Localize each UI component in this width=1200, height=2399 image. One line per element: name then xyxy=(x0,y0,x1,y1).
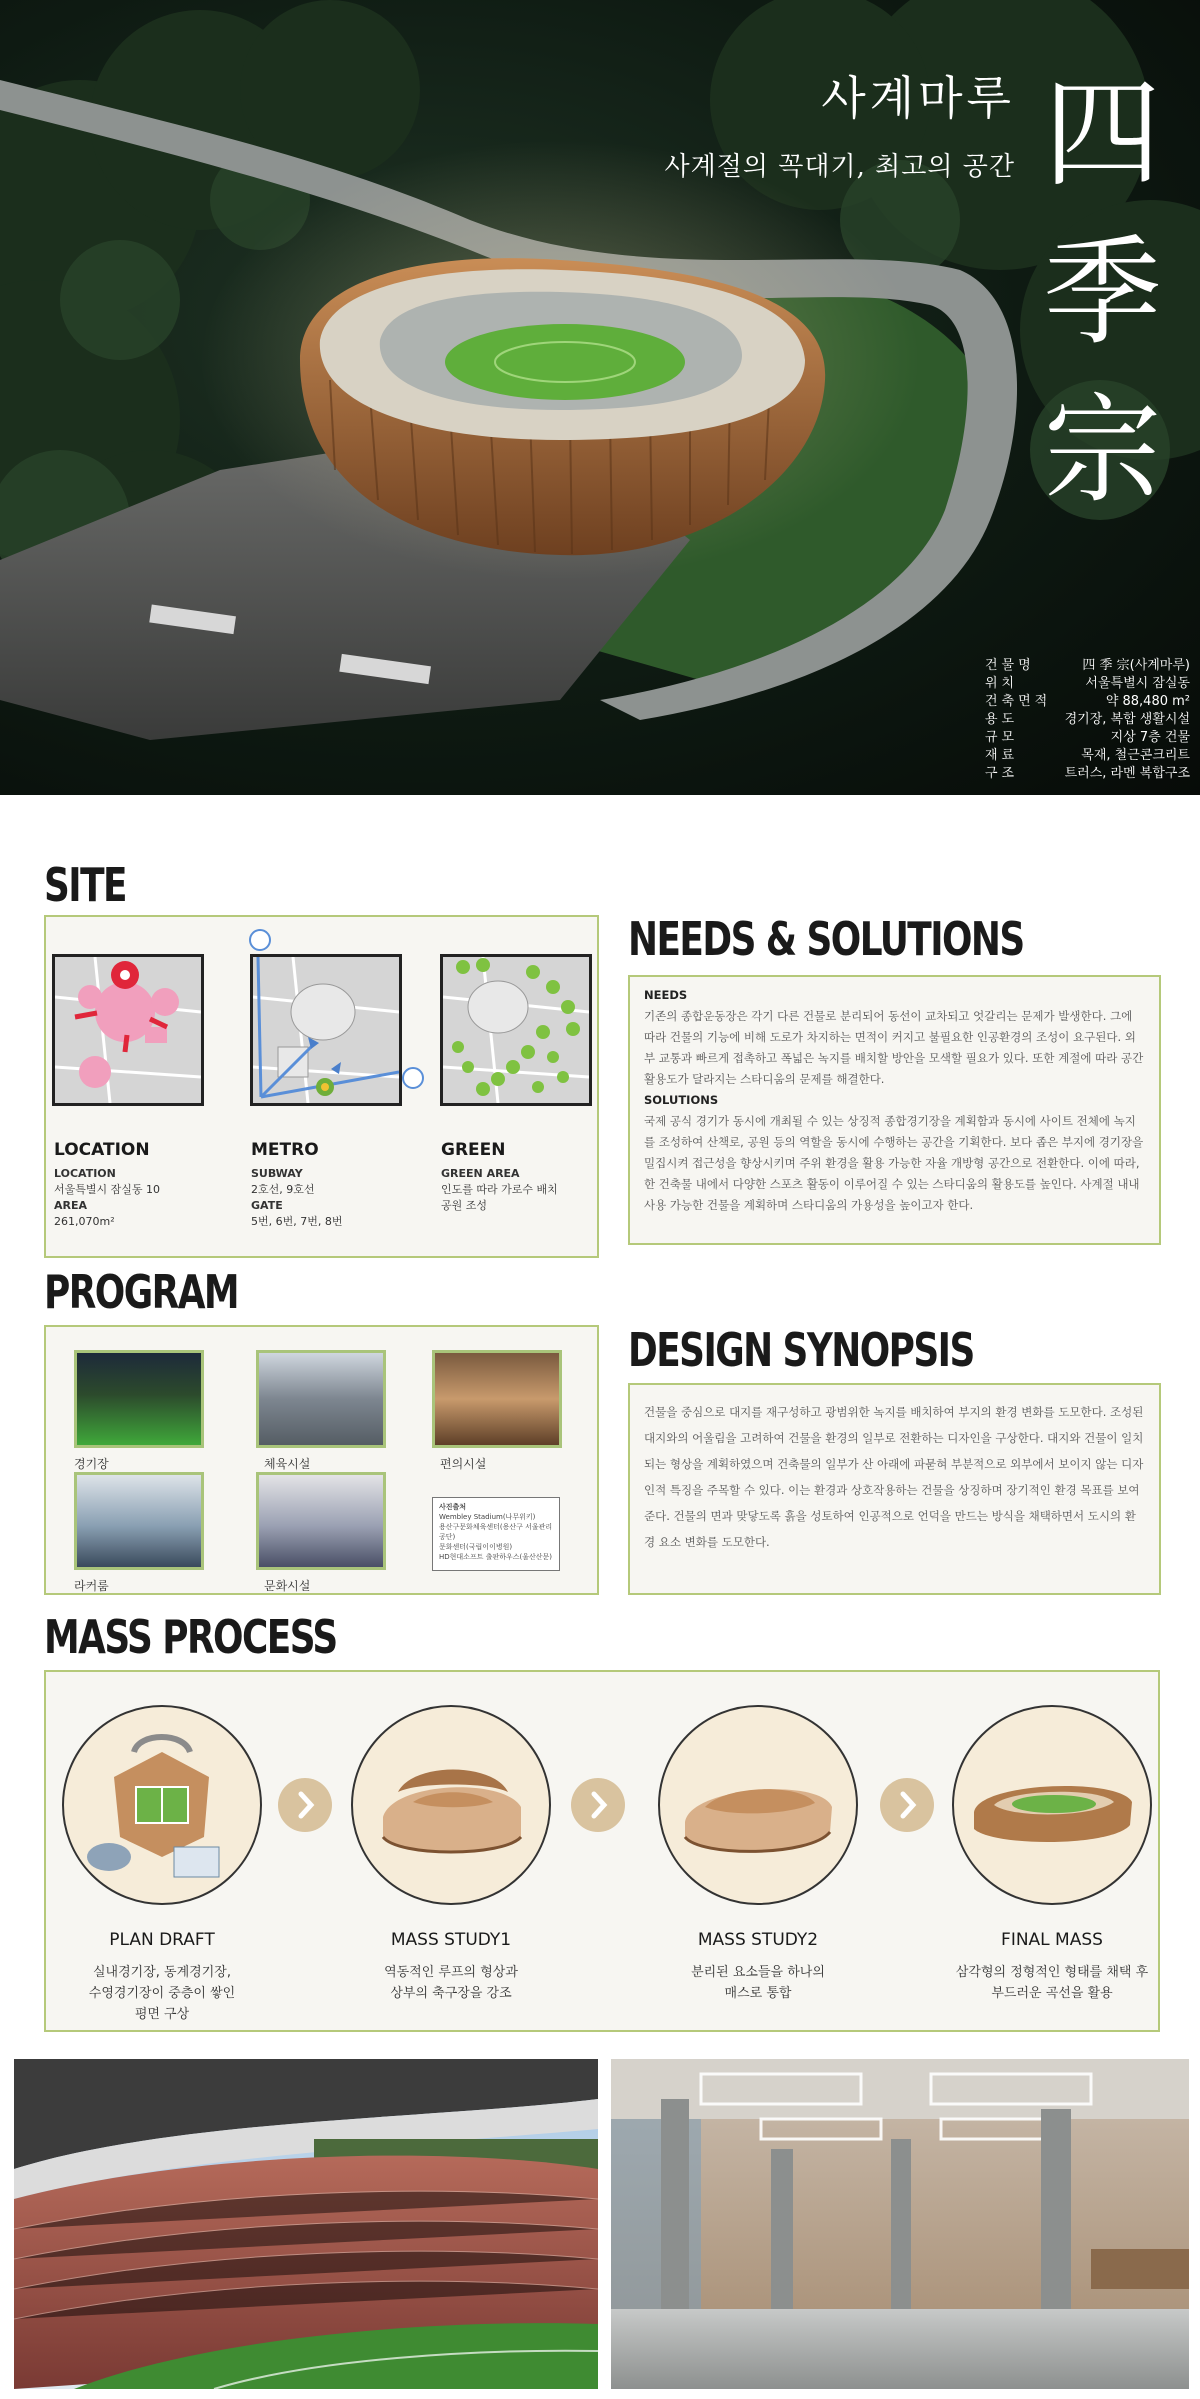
program-caption: 경기장 xyxy=(74,1457,109,1471)
metro-caption xyxy=(251,1142,342,1230)
plan-draft-illustration xyxy=(62,1705,262,1905)
info-key: 건물명 xyxy=(985,658,1035,673)
step-heading: FINAL MASS xyxy=(1001,1930,1103,1950)
info-key: 재료 xyxy=(985,748,1019,763)
info-row xyxy=(985,693,1190,711)
synopsis-heading: DESIGN SYNOPSIS xyxy=(628,1323,974,1377)
next-arrow-icon xyxy=(880,1778,934,1832)
area-value: 261,070m² xyxy=(54,1215,115,1228)
site-panel xyxy=(44,915,599,1258)
hero-rendering xyxy=(0,0,1200,795)
hanja-char: 季 xyxy=(1043,223,1162,361)
gym-photo xyxy=(256,1350,386,1448)
hanja-char: 宗 xyxy=(1043,381,1162,519)
solutions-text: 국제 공식 경기가 동시에 개최될 수 있는 상징적 종합경기장을 계획함과 동시에 사이트 전체에 녹지를 조성하여 산책로, 공원 등의 역할을 동시에 수행하는 공간을 기획한다. 보다 좁은 부지에 경기장을 밀집시켜 접근성을 향상시키며 주위 환경을 활용 가능한 자율 개방형 공간으로 전환한다. 이에 따라, 한 건축물 내에서 다양한 스포츠 활동이 이루어질 수 있는 스타디움의 활용도를 높인다. 사계절 내내 사용 가능한 건물을 계획하며 스타디움의 가용성을 높이고자 한다. xyxy=(644,1114,1144,1212)
green-value-2: 공원 조성 xyxy=(441,1199,488,1212)
needs-heading: NEEDS & SOLUTIONS xyxy=(628,912,1024,966)
area-label: AREA xyxy=(54,1199,88,1212)
credit-line: Wembley Stadium(나무위키) xyxy=(439,1513,536,1521)
info-key: 구조 xyxy=(985,766,1019,781)
gate-label: GATE xyxy=(251,1199,283,1212)
photo-credit xyxy=(432,1497,560,1571)
locker-room-photo xyxy=(74,1472,204,1570)
green-area-label: GREEN AREA xyxy=(441,1167,520,1180)
info-value: 서울특별시 잠실동 xyxy=(1085,676,1190,691)
step-heading: MASS STUDY2 xyxy=(697,1930,819,1950)
train-icon xyxy=(402,1067,424,1089)
step-description: 분리된 요소들을 하나의 매스로 통합 xyxy=(691,1965,825,2001)
info-value: 약 88,480 m² xyxy=(1105,694,1190,709)
hero-hanja-title xyxy=(1035,55,1170,529)
next-arrow-icon xyxy=(278,1778,332,1832)
hero-title-block xyxy=(665,62,1015,183)
location-map xyxy=(52,954,204,1106)
info-row xyxy=(985,675,1190,693)
culture-photo xyxy=(256,1472,386,1570)
subway-label: SUBWAY xyxy=(251,1167,303,1180)
gate-value: 5번, 6번, 7번, 8번 xyxy=(251,1215,343,1228)
info-value: 지상 7층 건물 xyxy=(1110,730,1190,745)
synopsis-panel xyxy=(628,1383,1161,1595)
amenity-photo xyxy=(432,1350,562,1448)
info-row xyxy=(985,711,1190,729)
program-caption: 체육시설 xyxy=(264,1457,311,1471)
credit-line: 용산구문화체육센터(용산구 서울관리공단) xyxy=(439,1523,553,1541)
metro-heading: METRO xyxy=(251,1140,319,1160)
stadium-photo xyxy=(74,1350,204,1448)
info-row xyxy=(985,657,1190,675)
mass-study2-illustration xyxy=(658,1705,858,1905)
info-value: 트러스, 라멘 복합구조 xyxy=(1064,766,1190,781)
location-heading: LOCATION xyxy=(54,1140,150,1160)
step-heading: MASS STUDY1 xyxy=(390,1930,512,1950)
lobby-interior-rendering xyxy=(611,2059,1189,2389)
green-heading: GREEN xyxy=(441,1140,506,1160)
info-key: 건축면적 xyxy=(985,694,1052,709)
subway-value: 2호선, 9호선 xyxy=(251,1183,315,1196)
info-value: 四 季 宗(사계마루) xyxy=(1082,658,1190,673)
solutions-label: SOLUTIONS xyxy=(644,1093,719,1107)
metro-map xyxy=(250,954,402,1106)
mass-heading: MASS PROCESS xyxy=(44,1610,337,1664)
step-description: 삼각형의 정형적인 형태를 채택 후 부드러운 곡선을 활용 xyxy=(955,1965,1149,2001)
green-caption xyxy=(441,1142,558,1214)
program-caption: 문화시설 xyxy=(264,1579,311,1593)
info-key: 용도 xyxy=(985,712,1019,727)
next-arrow-icon xyxy=(571,1778,625,1832)
program-panel xyxy=(44,1325,599,1595)
mass-panel xyxy=(44,1670,1160,2032)
bus-icon xyxy=(249,929,271,951)
building-info-table xyxy=(985,657,1190,783)
info-key: 규모 xyxy=(985,730,1019,745)
credit-line: 문화센터(국립이이병원) xyxy=(439,1543,513,1551)
info-key: 위치 xyxy=(985,676,1019,691)
info-row xyxy=(985,765,1190,783)
credit-line: HD현대소프트 출판하우스(울산산문) xyxy=(439,1553,553,1561)
info-row xyxy=(985,729,1190,747)
step-description: 실내경기장, 동계경기장, 수영경기장이 중층이 쌓인 평면 구상 xyxy=(88,1965,236,2022)
program-caption: 편의시설 xyxy=(440,1457,487,1471)
mass-study1-illustration xyxy=(351,1705,551,1905)
synopsis-text: 건물을 중심으로 대지를 재구성하고 광범위한 녹지를 배치하여 부지의 환경 변화를 도모한다. 조성된 대지와의 어울림을 고려하여 건물을 환경의 일부로 전환하는 디자인을 구상한다. 대지와 건물이 일치되는 형상을 계획하였으며 건축물의 일부가 산 아래에 파묻혀 부분적으로 외부에서 보이지 않는 디자인적 특징을 주목할 수 있다. 이는 환경과 상호작용하는 건물을 상징하며 장기적인 환경 목표를 보여준다. 건물의 면과 맞닿도록 흙을 성토하여 인공적으로 언덕을 만드는 방식을 채택하면서 도시의 환경 요소 변화를 도모한다. xyxy=(644,1405,1144,1549)
needs-text: 기존의 종합운동장은 각기 다른 건물로 분리되어 동선이 교차되고 엇갈리는 문제가 발생한다. 그에 따라 건물의 기능에 비해 도로가 차지하는 면적이 커지고 불필요한 인공환경의 조성이 요구된다. 외부 교통과 빠르게 접촉하고 폭넓은 녹지를 배치할 방안을 모색할 필요가 있다. 또한 계절에 따라 공간 활용도가 달라지는 스타디움의 문제를 해결한다. xyxy=(644,1009,1144,1086)
final-mass-illustration xyxy=(952,1705,1152,1905)
step-heading: PLAN DRAFT xyxy=(109,1930,215,1950)
hanja-char: 四 xyxy=(1043,65,1162,203)
location-caption xyxy=(54,1142,160,1230)
step-description: 역동적인 루프의 형상과 상부의 축구장을 강조 xyxy=(384,1965,518,2001)
program-heading: PROGRAM xyxy=(44,1265,239,1319)
location-value: 서울특별시 잠실동 10 xyxy=(54,1183,160,1196)
program-caption: 라커룸 xyxy=(74,1579,109,1593)
hero-title: 사계마루 xyxy=(821,71,1015,125)
interior-stadium-rendering xyxy=(14,2059,598,2389)
info-row xyxy=(985,747,1190,765)
needs-label: NEEDS xyxy=(644,988,688,1002)
green-value-1: 인도를 따라 가로수 배치 xyxy=(441,1183,558,1196)
needs-panel xyxy=(628,975,1161,1245)
info-value: 경기장, 복합 생활시설 xyxy=(1064,712,1190,727)
hero-subtitle: 사계절의 꼭대기, 최고의 공간 xyxy=(664,152,1015,182)
info-value: 목재, 철근콘크리트 xyxy=(1081,748,1190,763)
site-heading: SITE xyxy=(44,858,126,912)
location-label: LOCATION xyxy=(54,1167,116,1180)
green-map xyxy=(440,954,592,1106)
credit-title: 사진출처 xyxy=(439,1503,467,1511)
